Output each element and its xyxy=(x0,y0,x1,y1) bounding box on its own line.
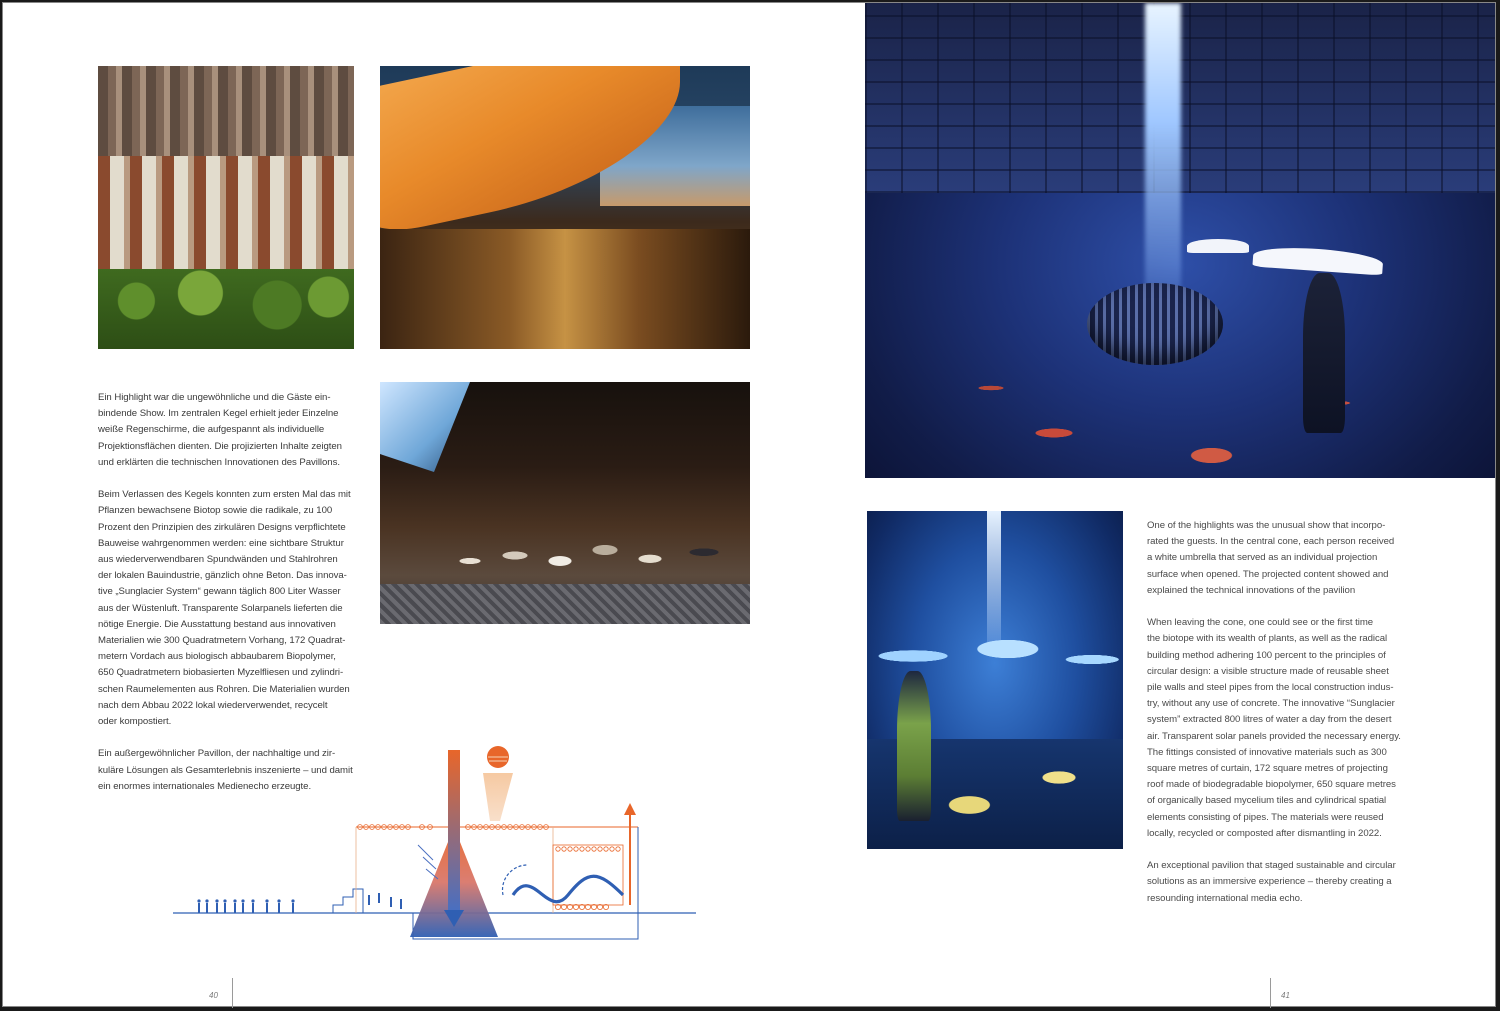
photo-blue-cone-light-beam xyxy=(865,3,1495,478)
photo-orange-canopy xyxy=(380,66,750,349)
photo-corridor-screen xyxy=(380,382,470,472)
right-folio-rule xyxy=(1270,978,1271,1008)
english-paragraph-1: One of the highlights was the unusual show that incorpo- rated the guests. In the central cone, each person received a white umbrella that served as an individual projection surface when opened. The projected content showed and explained the technical innovations of the pavilion xyxy=(1147,520,1395,596)
photo-corridor-floor xyxy=(380,584,750,624)
photo-canopy-walkway xyxy=(380,229,750,349)
photo-facade-columns xyxy=(98,156,354,286)
photo-cone-ring-installation xyxy=(1087,283,1223,365)
photo-facade-greenery xyxy=(98,66,354,349)
german-paragraph-3: Ein außergewöhnlicher Pavillon, der nachhaltige und zir- kuläre Lösungen als Gesamterlebnis inszenierte – und damit ein enormes internationales Medienecho erzeugte. xyxy=(98,748,353,792)
page-number-right: 41 xyxy=(1281,991,1290,1000)
book-spread xyxy=(3,3,1495,1006)
left-folio-rule xyxy=(232,978,233,1008)
photo-cone-umbrella-large xyxy=(1252,244,1383,275)
page-number-left: 40 xyxy=(209,991,218,1000)
english-paragraph-3: An exceptional pavilion that staged sustainable and circular solutions as an immersive experience – thereby creating a resounding international media echo. xyxy=(1147,860,1396,904)
left-page xyxy=(3,3,865,1006)
photo-cone-person xyxy=(1303,273,1345,433)
photo-proj-person xyxy=(897,671,931,821)
english-text-column xyxy=(1147,518,1409,923)
pavilion-section-diagram xyxy=(168,745,700,945)
photo-corridor-crowd xyxy=(440,484,740,594)
photo-cone-umbrella-small xyxy=(1187,239,1249,253)
photo-facade-plants xyxy=(98,269,354,349)
german-paragraph-2: Beim Verlassen des Kegels konnten zum ersten Mal das mit Pflanzen bewachsene Biotop sowie die radikale, zu 100 Prozent den Prinzipien des zirkulären Designs verpflichtete Bauweise wahrgenommen werden: eine sichtbare Struktur aus wiederverwendbaren Spundwänden und Stahlrohren der lokalen Bauindustrie, gänzlich ohne Beton. Das innova- tive „Sunglacier System“ gewann täglich 800 Liter Wasser aus der Wüstenluft. Transparente Solarpanels lieferten die nötige Energie. Die Ausstattung bestand aus innovativen Materialien wie 300 Quadratmetern Vorhang, 172 Quadrat- metern Vordach aus biologisch abbaubarem Biopolymer, 650 Quadratmetern biobasierten Myzelfliesen und zylindri- schen Raumelementen aus Rohren. Die Materialien wurden nach dem Abbau 2022 lokal wiederverwendet, recycelt oder kompostiert. xyxy=(98,489,351,728)
photo-projection-umbrellas xyxy=(867,511,1123,849)
right-page xyxy=(865,3,1495,1006)
photo-cone-light-beam xyxy=(1145,3,1181,303)
german-paragraph-1: Ein Highlight war die ungewöhnliche und die Gäste ein- bindende Show. Im zentralen Kegel erhielt jeder Einzelne weiße Regenschirme, die aufgespannt als individuelle Projektionsflächen dienten. Die projizierten Inhalte zeigten und erklärten die technischen Innovationen des Pavillons. xyxy=(98,392,342,468)
english-paragraph-2: When leaving the cone, one could see or the first time the biotope with its wealth of plants, as well as the radical building method adhering 100 percent to the principles of circular design: a visible structure made of reusable sheet pile walls and steel pipes from the local construction indus- try, without any use of concrete. The innovative “Sunglacier system” extracted 800 litres of water a day from the desert air. Transparent solar panels provided the necessary energy. The fittings consisted of innovative materials such as 300 square metres of curtain, 172 square metres of projecting roof made of biodegradable biopolymer, 650 square metres of organically based mycelium tiles and cylindrical spatial elements consisting of pipes. The materials were reused locally, recycled or composted after dismantling in 2022. xyxy=(1147,617,1401,839)
photo-facade-ceiling xyxy=(98,66,354,156)
photo-visitors-corridor xyxy=(380,382,750,624)
